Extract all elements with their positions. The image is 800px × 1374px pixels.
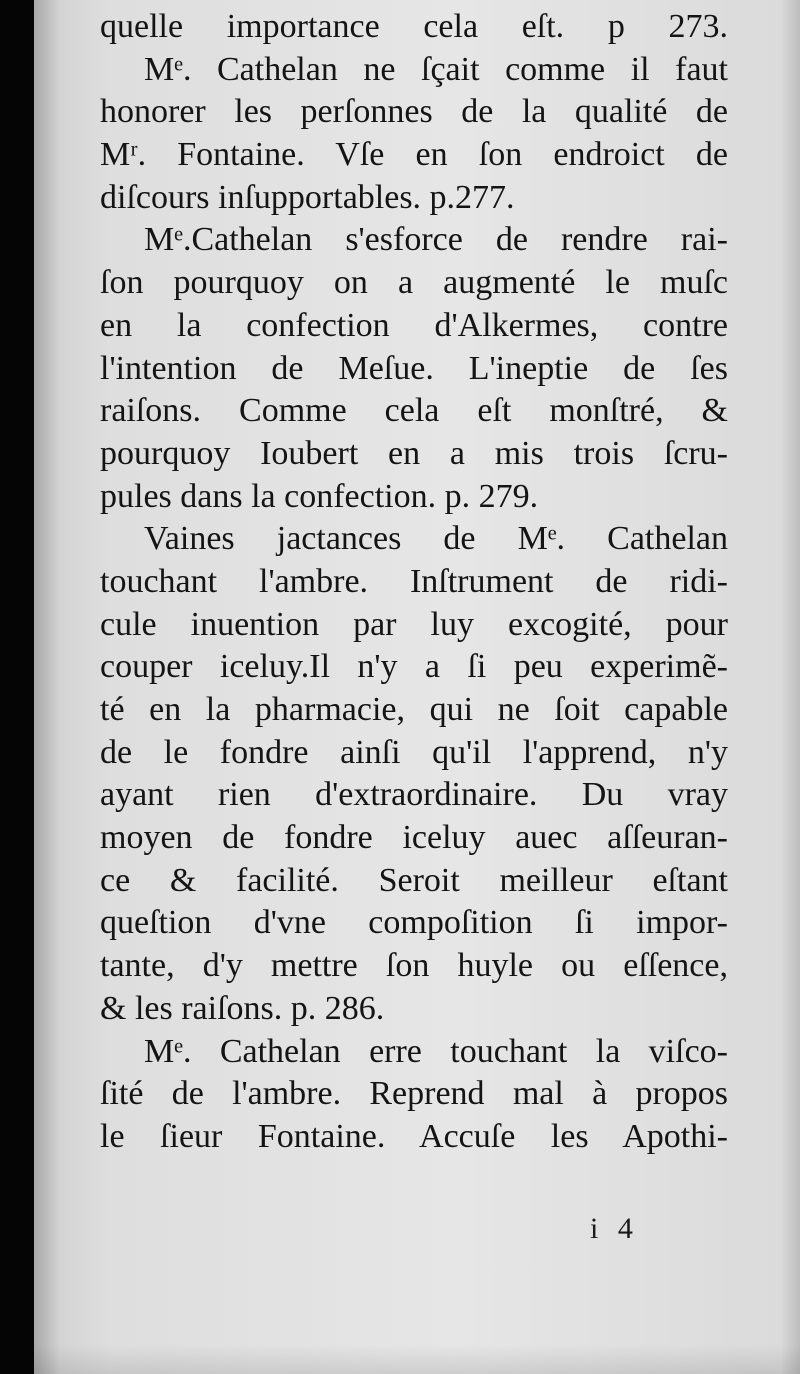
text-line: Mᵉ. Cathelan ne ſçait comme il faut <box>144 50 728 88</box>
text-line: honorer les perſonnes de la qualité de <box>100 93 728 131</box>
text-line: Mʳ. Fontaine. Vſe en ſon endroict de <box>100 136 728 174</box>
text-line: cule inuention par luy excogité, pour <box>100 605 728 643</box>
page-text <box>100 6 728 1159</box>
text-line: pourquoy Ioubert en a mis trois ſcru- <box>100 434 728 472</box>
text-line: queſtion d'vne compoſition ſi impor- <box>100 904 728 942</box>
text-line: en la confection d'Alkermes, contre <box>100 306 728 344</box>
text-line: ce & facilité. Seroit meilleur eſtant <box>100 861 728 899</box>
signature-mark: i 4 <box>590 1212 639 1245</box>
text-line: & les raiſons. p. 286. <box>100 989 385 1027</box>
text-line: ſité de l'ambre. Reprend mal à propos <box>100 1075 728 1113</box>
text-line: le ſieur Fontaine. Accuſe les Apothi- <box>100 1117 728 1155</box>
text-line: moyen de fondre iceluy auec aſſeuran- <box>100 819 728 857</box>
text-line: Mᵉ.Cathelan s'esforce de rendre rai- <box>144 221 728 259</box>
text-line: ſon pourquoy on a augmenté le muſc <box>100 264 728 302</box>
text-line: Vaines jactances de Mᵉ. Cathelan <box>144 520 728 558</box>
text-line: ayant rien d'extraordinaire. Du vray <box>100 776 728 814</box>
text-line: diſcours inſupportables. p.277. <box>100 178 515 216</box>
text-line: quelle importance cela eſt. p 273. <box>100 8 728 45</box>
text-line: pules dans la confection. p. 279. <box>100 477 539 515</box>
page-bottom-shadow <box>34 1344 800 1374</box>
text-line: touchant l'ambre. Inſtrument de ridi- <box>100 562 728 600</box>
text-line: Mᵉ. Cathelan erre touchant la viſco- <box>144 1032 728 1070</box>
text-line: tante, d'y mettre ſon huyle ou eſſence, <box>100 947 728 985</box>
page-edge <box>782 0 800 1374</box>
text-line: té en la pharmacie, qui ne ſoit capable <box>100 691 728 728</box>
page-gutter-shadow <box>34 0 60 1374</box>
text-line: l'intention de Meſue. L'ineptie de ſes <box>100 349 728 387</box>
text-line: raiſons. Comme cela eſt monſtré, & <box>100 392 728 430</box>
text-line: couper iceluy.Il n'y a ſi peu experimẽ- <box>100 648 728 686</box>
text-line: de le fondre ainſi qu'il l'apprend, n'y <box>100 733 728 771</box>
